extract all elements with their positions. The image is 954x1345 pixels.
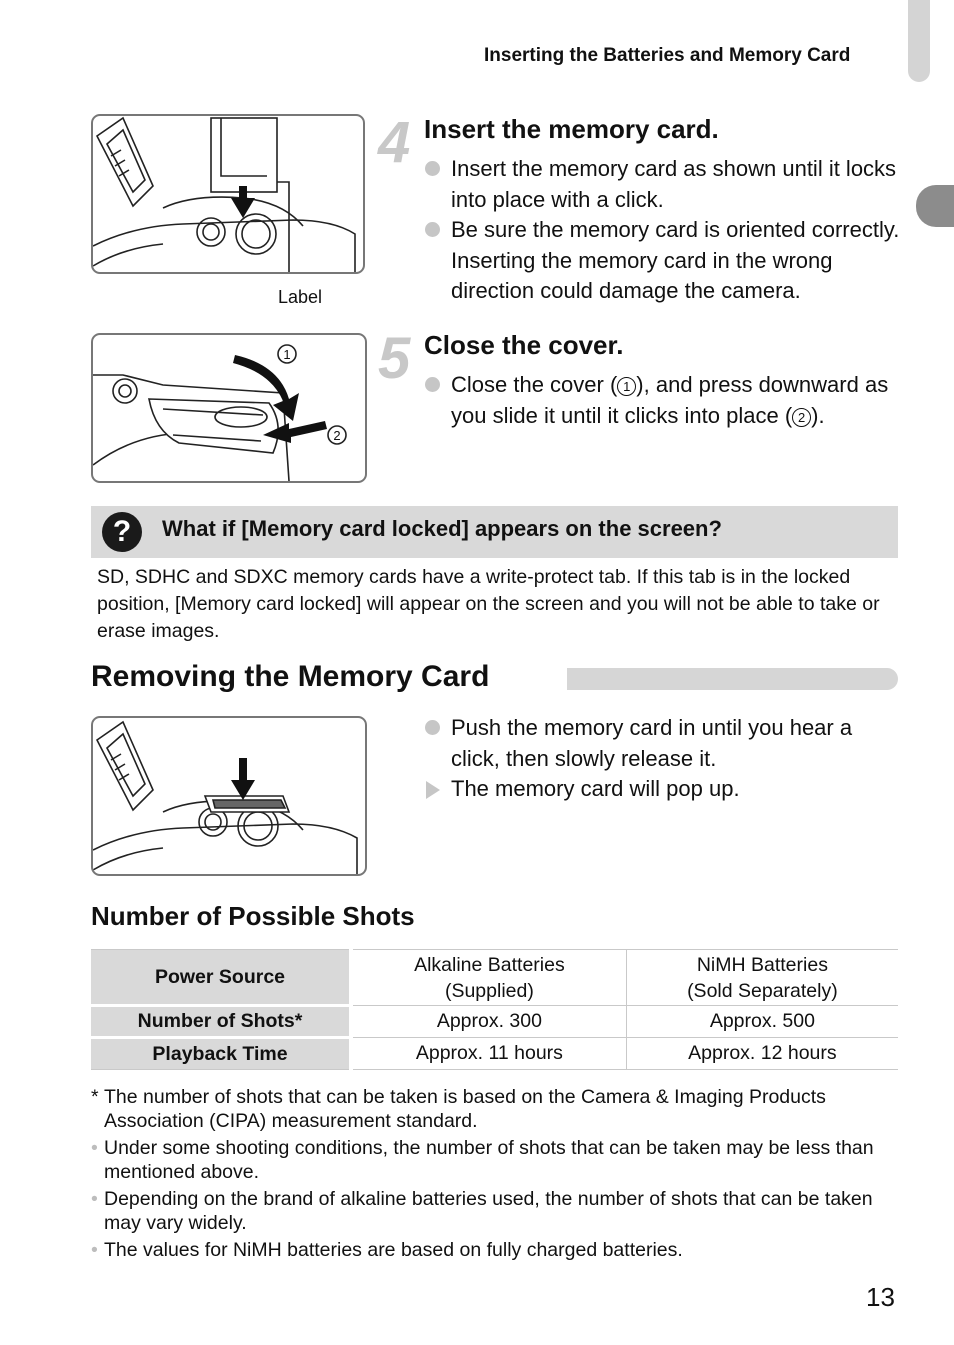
circled-number-1: 1	[617, 377, 636, 396]
running-head: Inserting the Batteries and Memory Card	[484, 45, 851, 66]
bullet-dot-icon	[425, 222, 440, 237]
bullet-dot-icon	[425, 720, 440, 735]
circled-number-2: 2	[792, 408, 811, 427]
footnote-item: • Under some shooting conditions, the number of shots that can be taken may be less than mentioned above.	[91, 1137, 874, 1183]
note-title: What if [Memory card locked] appears on the screen?	[162, 516, 722, 541]
bullet-item: Push the memory card in until you hear a click, then slowly release it.	[424, 713, 904, 774]
step-number-4: 4	[378, 110, 411, 175]
table-row	[91, 1038, 898, 1070]
step5-bullets	[424, 370, 904, 431]
step5-title: Close the cover.	[424, 330, 624, 360]
bullet-dot-icon	[425, 161, 440, 176]
table-cell: NiMH Batteries (Sold Separately)	[687, 953, 838, 1002]
footnote-bullet-icon: •	[91, 1188, 98, 1210]
card-label-caption: Label	[278, 287, 323, 307]
bullet-item: Close the cover ( 1 ), and press downward as you slide it until it clicks into place ( 2 ).	[424, 370, 904, 431]
result-arrow-icon	[426, 781, 440, 799]
page-number: 13	[866, 1282, 895, 1312]
footnote-item: • The values for NiMH batteries are based on fully charged batteries.	[91, 1239, 683, 1261]
table-cell: Approx. 300	[351, 1006, 626, 1038]
step4-bullets	[424, 154, 904, 307]
bullet-dot-icon	[425, 377, 440, 392]
step4-title: Insert the memory card.	[424, 114, 719, 144]
footnote-item: • Depending on the brand of alkaline batteries used, the number of shots that can be taken may vary widely.	[91, 1188, 873, 1234]
table-row	[91, 1006, 898, 1038]
section-title-bar	[567, 668, 898, 690]
close-cover-illustration	[91, 333, 367, 483]
question-icon: ?	[102, 512, 142, 552]
footnote-bullet-icon: •	[91, 1239, 98, 1261]
subsection-title: Number of Possible Shots	[91, 901, 415, 931]
row-header: Playback Time	[91, 1038, 351, 1070]
table-cell: Alkaline Batteries (Supplied)	[351, 950, 626, 1006]
remove-card-illustration	[91, 716, 367, 876]
table-row	[91, 950, 898, 1006]
bullet-item: Insert the memory card as shown until it locks into place with a click.	[424, 154, 904, 215]
removing-bullets	[424, 713, 904, 805]
row-header: Power Source	[91, 950, 351, 1006]
table-cell: Approx. 11 hours	[351, 1038, 626, 1070]
table-cell: Approx. 12 hours	[688, 1042, 837, 1064]
footnote-star: * The number of shots that can be taken is based on the Camera & Imaging Products Association (CIPA) measurement standard.	[91, 1086, 826, 1132]
result-item: The memory card will pop up.	[424, 774, 904, 805]
bullet-item: Be sure the memory card is oriented correctly. Inserting the memory card in the wrong direction could damage the camera.	[424, 215, 904, 307]
row-header: Number of Shots*	[91, 1006, 351, 1038]
footnotes	[91, 1085, 898, 1265]
table-cell: Approx. 500	[709, 1010, 815, 1032]
insert-card-illustration	[91, 114, 365, 274]
marker-2-label: 2	[333, 428, 341, 443]
chapter-tab-marker	[916, 185, 954, 227]
section-title: Removing the Memory Card	[91, 660, 490, 693]
footnote-bullet-icon: •	[91, 1137, 98, 1159]
note-body: SD, SDHC and SDXC memory cards have a write-protect tab. If this tab is in the locked position, [Memory card locked] will appear on the screen and you will not be able to take or erase images.	[97, 566, 880, 642]
chapter-tab-top	[908, 0, 930, 82]
step-number-5: 5	[378, 326, 411, 391]
marker-1-label: 1	[283, 347, 291, 362]
shots-table	[91, 949, 898, 1070]
